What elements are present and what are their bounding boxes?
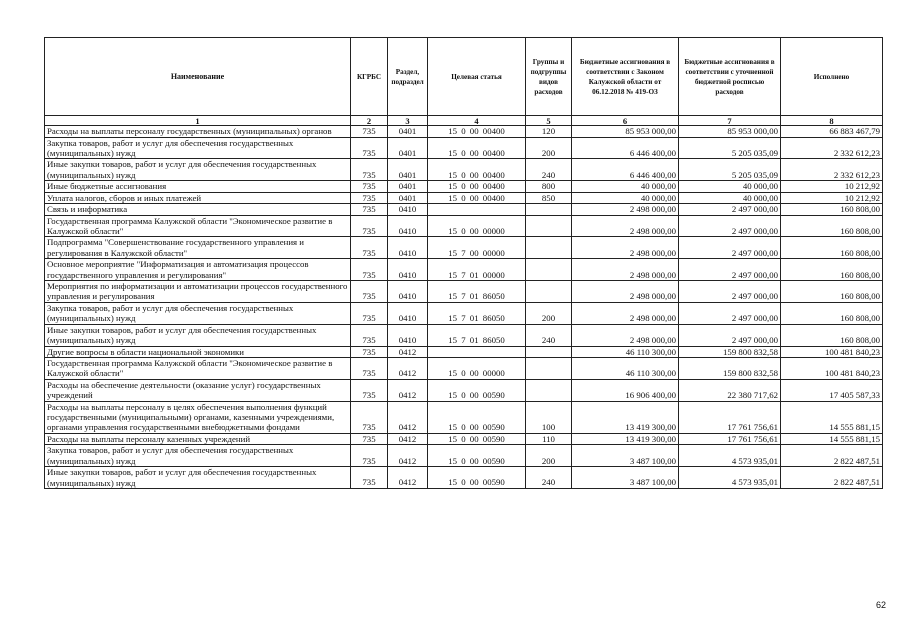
row-group bbox=[526, 346, 572, 358]
row-section: 0410 bbox=[388, 281, 428, 303]
row-group: 200 bbox=[526, 445, 572, 467]
row-target: 15 0 00 00000 bbox=[428, 215, 526, 237]
row-name: Расходы на выплаты персоналу казенных учреждений bbox=[45, 433, 351, 445]
row-section: 0412 bbox=[388, 433, 428, 445]
row-group: 110 bbox=[526, 433, 572, 445]
row-executed: 14 555 881,15 bbox=[781, 401, 883, 433]
row-executed: 160 808,00 bbox=[781, 237, 883, 259]
row-executed: 17 405 587,33 bbox=[781, 379, 883, 401]
column-number: 8 bbox=[781, 116, 883, 126]
row-section: 0412 bbox=[388, 401, 428, 433]
row-target: 15 7 01 86050 bbox=[428, 281, 526, 303]
row-executed: 100 481 840,23 bbox=[781, 358, 883, 380]
row-section: 0410 bbox=[388, 324, 428, 346]
row-executed: 160 808,00 bbox=[781, 204, 883, 216]
header-name: Наименование bbox=[45, 38, 351, 116]
column-number: 2 bbox=[351, 116, 388, 126]
row-executed: 160 808,00 bbox=[781, 302, 883, 324]
row-kgrbs: 735 bbox=[351, 181, 388, 193]
table-header-row bbox=[45, 38, 883, 116]
row-budget-law: 40 000,00 bbox=[572, 192, 679, 204]
row-budget-law: 3 487 100,00 bbox=[572, 467, 679, 489]
column-number: 6 bbox=[572, 116, 679, 126]
row-group bbox=[526, 204, 572, 216]
row-executed: 66 883 467,79 bbox=[781, 126, 883, 138]
row-kgrbs: 735 bbox=[351, 358, 388, 380]
row-budget-revised: 85 953 000,00 bbox=[679, 126, 781, 138]
row-budget-revised: 4 573 935,01 bbox=[679, 467, 781, 489]
row-section: 0401 bbox=[388, 192, 428, 204]
row-budget-revised: 17 761 756,61 bbox=[679, 401, 781, 433]
row-name: Связь и информатика bbox=[45, 204, 351, 216]
page-number: 62 bbox=[876, 600, 887, 610]
row-group: 850 bbox=[526, 192, 572, 204]
table-row bbox=[45, 237, 883, 259]
row-kgrbs: 735 bbox=[351, 433, 388, 445]
row-budget-law: 2 498 000,00 bbox=[572, 302, 679, 324]
row-budget-law: 6 446 400,00 bbox=[572, 137, 679, 159]
row-budget-revised: 5 205 035,09 bbox=[679, 137, 781, 159]
row-kgrbs: 735 bbox=[351, 324, 388, 346]
row-target: 15 0 00 00590 bbox=[428, 445, 526, 467]
row-budget-law: 2 498 000,00 bbox=[572, 324, 679, 346]
row-name: Мероприятия по информатизации и автоматизации процессов государственного управления и регулирования bbox=[45, 281, 351, 303]
row-budget-revised: 5 205 035,09 bbox=[679, 159, 781, 181]
row-name: Расходы на обеспечение деятельности (оказание услуг) государственных учреждений bbox=[45, 379, 351, 401]
row-budget-law: 16 906 400,00 bbox=[572, 379, 679, 401]
table-row bbox=[45, 324, 883, 346]
row-section: 0412 bbox=[388, 358, 428, 380]
column-number: 4 bbox=[428, 116, 526, 126]
row-budget-revised: 4 573 935,01 bbox=[679, 445, 781, 467]
row-executed: 14 555 881,15 bbox=[781, 433, 883, 445]
row-name: Закупка товаров, работ и услуг для обеспечения государственных (муниципальных) нужд bbox=[45, 137, 351, 159]
row-budget-law: 46 110 300,00 bbox=[572, 346, 679, 358]
column-number: 5 bbox=[526, 116, 572, 126]
row-budget-law: 2 498 000,00 bbox=[572, 215, 679, 237]
row-executed: 10 212,92 bbox=[781, 192, 883, 204]
row-budget-revised: 2 497 000,00 bbox=[679, 259, 781, 281]
row-name: Иные закупки товаров, работ и услуг для обеспечения государственных (муниципальных) нужд bbox=[45, 324, 351, 346]
table-row bbox=[45, 433, 883, 445]
header-budget-revised: Бюджетные ассигнования в соответствии с уточненной бюджетной росписью расходов bbox=[679, 38, 781, 116]
row-name: Закупка товаров, работ и услуг для обеспечения государственных (муниципальных) нужд bbox=[45, 445, 351, 467]
table-row bbox=[45, 281, 883, 303]
table-row bbox=[45, 259, 883, 281]
row-executed: 2 332 612,23 bbox=[781, 137, 883, 159]
header-executed: Исполнено bbox=[781, 38, 883, 116]
row-target: 15 0 00 00590 bbox=[428, 433, 526, 445]
column-number: 1 bbox=[45, 116, 351, 126]
row-section: 0410 bbox=[388, 215, 428, 237]
row-target: 15 0 00 00400 bbox=[428, 181, 526, 193]
row-executed: 160 808,00 bbox=[781, 324, 883, 346]
row-name: Иные бюджетные ассигнования bbox=[45, 181, 351, 193]
row-group: 240 bbox=[526, 324, 572, 346]
table-row bbox=[45, 467, 883, 489]
row-group bbox=[526, 259, 572, 281]
row-name: Закупка товаров, работ и услуг для обеспечения государственных (муниципальных) нужд bbox=[45, 302, 351, 324]
row-target: 15 7 01 00000 bbox=[428, 259, 526, 281]
column-number: 3 bbox=[388, 116, 428, 126]
row-kgrbs: 735 bbox=[351, 259, 388, 281]
table-row bbox=[45, 346, 883, 358]
row-budget-revised: 40 000,00 bbox=[679, 192, 781, 204]
row-section: 0401 bbox=[388, 126, 428, 138]
table-row bbox=[45, 192, 883, 204]
row-section: 0412 bbox=[388, 467, 428, 489]
row-target: 15 0 00 00590 bbox=[428, 401, 526, 433]
row-budget-revised: 2 497 000,00 bbox=[679, 204, 781, 216]
row-section: 0410 bbox=[388, 204, 428, 216]
row-name: Расходы на выплаты персоналу государственных (муниципальных) органов bbox=[45, 126, 351, 138]
row-executed: 160 808,00 bbox=[781, 215, 883, 237]
row-group: 200 bbox=[526, 302, 572, 324]
row-name: Основное мероприятие "Информатизация и автоматизация процессов государственного управления и регулирования" bbox=[45, 259, 351, 281]
row-section: 0410 bbox=[388, 259, 428, 281]
row-executed: 160 808,00 bbox=[781, 259, 883, 281]
table-row bbox=[45, 181, 883, 193]
row-budget-revised: 2 497 000,00 bbox=[679, 237, 781, 259]
row-target bbox=[428, 204, 526, 216]
row-kgrbs: 735 bbox=[351, 215, 388, 237]
row-target: 15 0 00 00400 bbox=[428, 159, 526, 181]
table-row bbox=[45, 401, 883, 433]
row-budget-revised: 2 497 000,00 bbox=[679, 215, 781, 237]
row-budget-law: 85 953 000,00 bbox=[572, 126, 679, 138]
row-target: 15 7 00 00000 bbox=[428, 237, 526, 259]
row-budget-revised: 2 497 000,00 bbox=[679, 302, 781, 324]
row-kgrbs: 735 bbox=[351, 401, 388, 433]
row-kgrbs: 735 bbox=[351, 302, 388, 324]
row-target: 15 0 00 00590 bbox=[428, 379, 526, 401]
row-section: 0412 bbox=[388, 346, 428, 358]
row-name: Подпрограмма "Совершенствование государственного управления и регулирования в Калужской области" bbox=[45, 237, 351, 259]
row-budget-law: 46 110 300,00 bbox=[572, 358, 679, 380]
row-budget-law: 13 419 300,00 bbox=[572, 433, 679, 445]
row-kgrbs: 735 bbox=[351, 126, 388, 138]
row-name: Расходы на выплаты персоналу в целях обеспечения выполнения функций государственными (муниципальными) органами, казенными учреждениями, органами управления государственными внебюджетными фондами bbox=[45, 401, 351, 433]
row-group: 200 bbox=[526, 137, 572, 159]
row-budget-revised: 22 380 717,62 bbox=[679, 379, 781, 401]
header-group: Группы и подгруппы видов расходов bbox=[526, 38, 572, 116]
row-kgrbs: 735 bbox=[351, 159, 388, 181]
row-group bbox=[526, 237, 572, 259]
row-kgrbs: 735 bbox=[351, 467, 388, 489]
row-target bbox=[428, 346, 526, 358]
row-kgrbs: 735 bbox=[351, 281, 388, 303]
row-section: 0401 bbox=[388, 159, 428, 181]
row-executed: 160 808,00 bbox=[781, 281, 883, 303]
row-target: 15 7 01 86050 bbox=[428, 302, 526, 324]
row-section: 0401 bbox=[388, 181, 428, 193]
row-group: 240 bbox=[526, 467, 572, 489]
row-group bbox=[526, 358, 572, 380]
row-target: 15 0 00 00400 bbox=[428, 192, 526, 204]
header-target: Целевая статья bbox=[428, 38, 526, 116]
row-target: 15 7 01 86050 bbox=[428, 324, 526, 346]
budget-document bbox=[44, 37, 882, 489]
row-executed: 10 212,92 bbox=[781, 181, 883, 193]
row-target: 15 0 00 00400 bbox=[428, 137, 526, 159]
row-target: 15 0 00 00000 bbox=[428, 358, 526, 380]
table-row bbox=[45, 358, 883, 380]
row-budget-law: 2 498 000,00 bbox=[572, 281, 679, 303]
table-row bbox=[45, 204, 883, 216]
row-kgrbs: 735 bbox=[351, 379, 388, 401]
row-kgrbs: 735 bbox=[351, 137, 388, 159]
row-budget-law: 40 000,00 bbox=[572, 181, 679, 193]
row-name: Государственная программа Калужской области "Экономическое развитие в Калужской области" bbox=[45, 358, 351, 380]
row-kgrbs: 735 bbox=[351, 445, 388, 467]
header-kgrbs: КГРБС bbox=[351, 38, 388, 116]
row-section: 0412 bbox=[388, 379, 428, 401]
row-group bbox=[526, 281, 572, 303]
row-group: 800 bbox=[526, 181, 572, 193]
table-row bbox=[45, 302, 883, 324]
table-row bbox=[45, 159, 883, 181]
row-budget-revised: 17 761 756,61 bbox=[679, 433, 781, 445]
row-executed: 2 822 487,51 bbox=[781, 445, 883, 467]
row-budget-law: 13 419 300,00 bbox=[572, 401, 679, 433]
row-section: 0401 bbox=[388, 137, 428, 159]
row-target: 15 0 00 00400 bbox=[428, 126, 526, 138]
column-number-row bbox=[45, 116, 883, 126]
row-executed: 2 332 612,23 bbox=[781, 159, 883, 181]
table-body bbox=[45, 126, 883, 489]
row-group bbox=[526, 215, 572, 237]
row-group: 120 bbox=[526, 126, 572, 138]
table-row bbox=[45, 379, 883, 401]
row-budget-revised: 2 497 000,00 bbox=[679, 281, 781, 303]
row-kgrbs: 735 bbox=[351, 204, 388, 216]
header-section: Раздел, подраздел bbox=[388, 38, 428, 116]
row-section: 0410 bbox=[388, 237, 428, 259]
header-budget-law: Бюджетные ассигнования в соответствии с Законом Калужской области от 06.12.2018 № 419-ОЗ bbox=[572, 38, 679, 116]
column-number: 7 bbox=[679, 116, 781, 126]
row-executed: 100 481 840,23 bbox=[781, 346, 883, 358]
row-executed: 2 822 487,51 bbox=[781, 467, 883, 489]
row-name: Другие вопросы в области национальной экономики bbox=[45, 346, 351, 358]
row-budget-law: 2 498 000,00 bbox=[572, 204, 679, 216]
row-target: 15 0 00 00590 bbox=[428, 467, 526, 489]
row-budget-revised: 159 800 832,58 bbox=[679, 358, 781, 380]
table-row bbox=[45, 126, 883, 138]
row-budget-law: 3 487 100,00 bbox=[572, 445, 679, 467]
row-name: Уплата налогов, сборов и иных платежей bbox=[45, 192, 351, 204]
row-budget-revised: 2 497 000,00 bbox=[679, 324, 781, 346]
row-budget-revised: 40 000,00 bbox=[679, 181, 781, 193]
row-budget-law: 2 498 000,00 bbox=[572, 237, 679, 259]
table-row bbox=[45, 215, 883, 237]
row-budget-law: 6 446 400,00 bbox=[572, 159, 679, 181]
row-kgrbs: 735 bbox=[351, 237, 388, 259]
row-name: Иные закупки товаров, работ и услуг для обеспечения государственных (муниципальных) нужд bbox=[45, 159, 351, 181]
table-row bbox=[45, 445, 883, 467]
budget-table bbox=[44, 37, 883, 489]
row-group: 240 bbox=[526, 159, 572, 181]
row-budget-revised: 159 800 832,58 bbox=[679, 346, 781, 358]
row-kgrbs: 735 bbox=[351, 192, 388, 204]
table-row bbox=[45, 137, 883, 159]
row-name: Иные закупки товаров, работ и услуг для обеспечения государственных (муниципальных) нужд bbox=[45, 467, 351, 489]
row-kgrbs: 735 bbox=[351, 346, 388, 358]
row-budget-law: 2 498 000,00 bbox=[572, 259, 679, 281]
row-group bbox=[526, 379, 572, 401]
row-name: Государственная программа Калужской области "Экономическое развитие в Калужской области" bbox=[45, 215, 351, 237]
row-section: 0412 bbox=[388, 445, 428, 467]
row-group: 100 bbox=[526, 401, 572, 433]
row-section: 0410 bbox=[388, 302, 428, 324]
